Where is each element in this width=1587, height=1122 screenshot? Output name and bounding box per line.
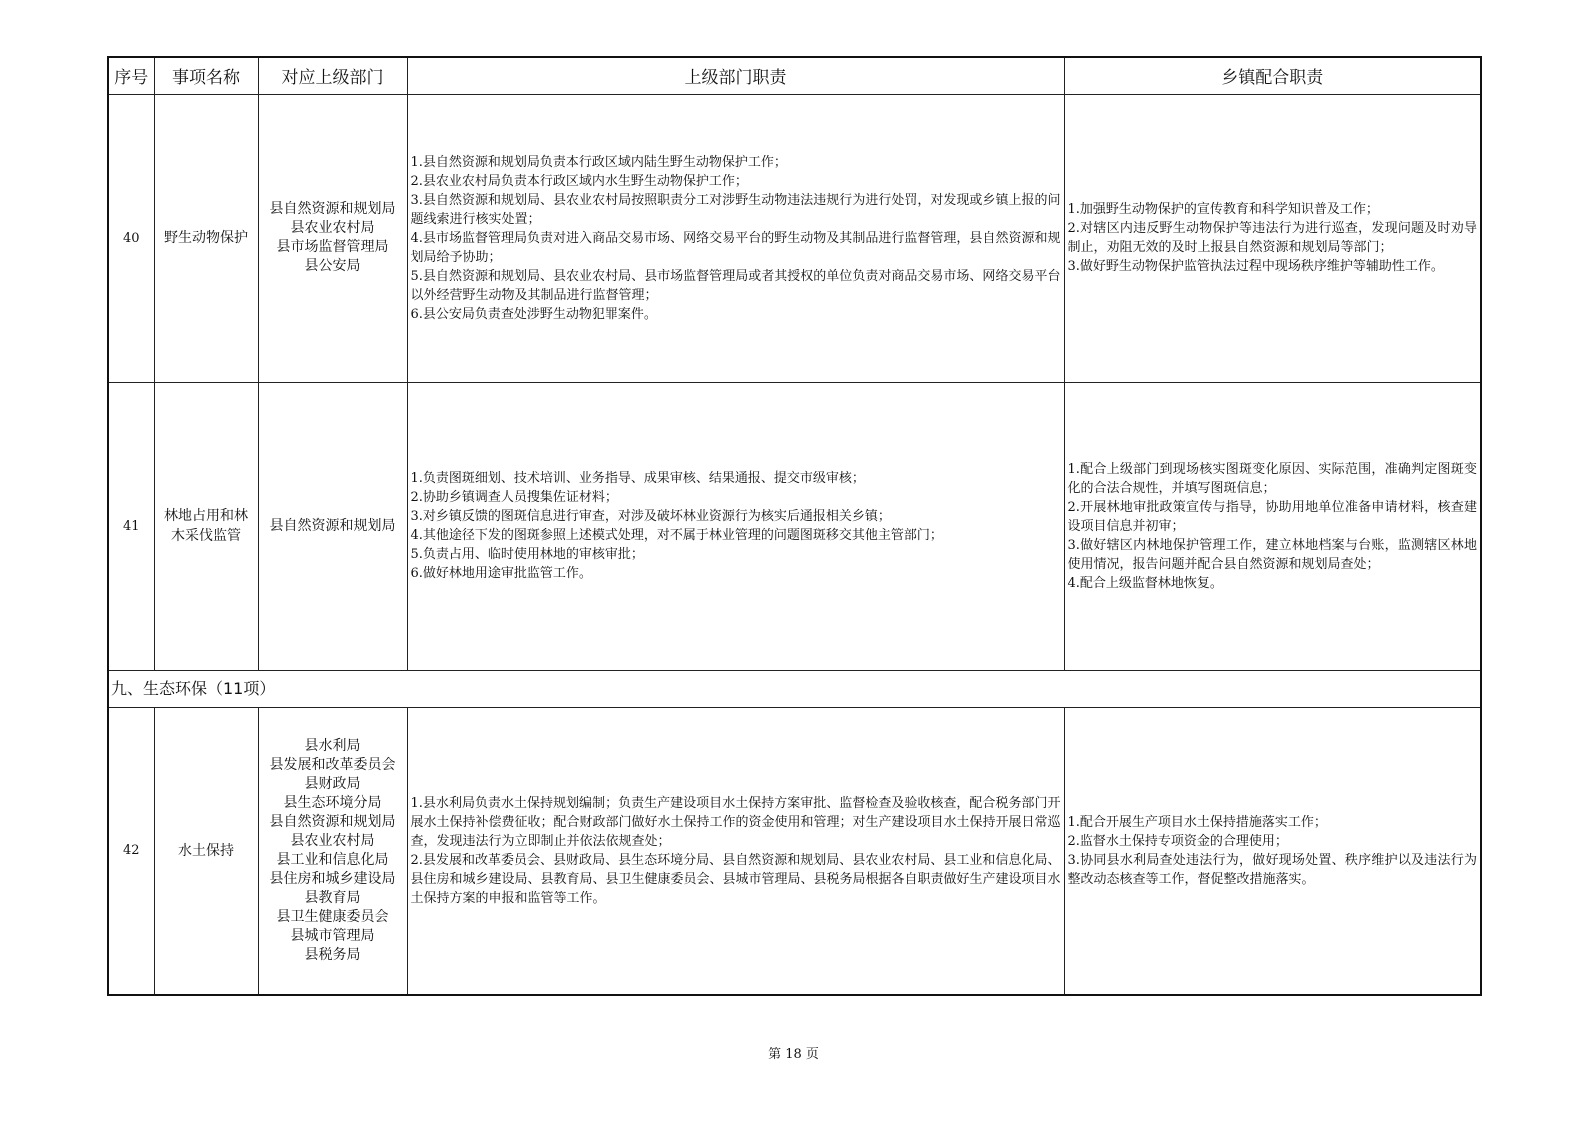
town-duty-cell bbox=[1064, 707, 1481, 995]
dept-item: 县工业和信息化局 bbox=[276, 851, 389, 868]
header-seq: 序号 bbox=[108, 57, 154, 94]
duty-item: 2.监督水土保持专项资金的合理使用； bbox=[1067, 833, 1288, 849]
duty-item: 2.协助乡镇调查人员搜集佐证材料； bbox=[410, 490, 618, 505]
header-upper-dept: 对应上级部门 bbox=[258, 57, 407, 94]
dept-list bbox=[258, 382, 407, 670]
dept-item: 县教育局 bbox=[304, 889, 361, 906]
duty-item: 3.做好野生动物保护监管执法过程中现场秩序维护等辅助性工作。 bbox=[1067, 259, 1444, 274]
page-number: 第 18 页 bbox=[768, 1047, 819, 1062]
dept-item: 县自然资源和规划局 bbox=[269, 813, 396, 830]
responsibility-table bbox=[107, 56, 1482, 996]
duty-item: 2.县农业农村局负责本行政区域内水生野生动物保护工作； bbox=[410, 173, 748, 189]
item-name: 林地占用和林木采伐监管 bbox=[154, 382, 258, 670]
upper-duty-cell bbox=[407, 94, 1064, 382]
dept-list bbox=[258, 707, 407, 995]
duty-item: 4.县市场监督管理局负责对进入商品交易市场、网络交易平台的野生动物及其制品进行监督管理，县自然资源和规划局给予协助； bbox=[410, 230, 1061, 265]
table-row bbox=[108, 707, 1481, 995]
dept-item: 县市场监督管理局 bbox=[276, 239, 389, 255]
dept-item: 县水利局 bbox=[304, 737, 361, 754]
duty-item: 4.其他途径下发的图斑参照上述模式处理，对不属于林业管理的问题图斑移交其他主管部门； bbox=[410, 528, 943, 543]
dept-list bbox=[258, 94, 407, 382]
duty-item: 5.县自然资源和规划局、县农业农村局、县市场监督管理局或者其授权的单位负责对商品交易市场、网络交易平台以外经营野生动物及其制品进行监督管理； bbox=[410, 268, 1061, 303]
duty-item: 3.做好辖区内林地保护管理工作，建立林地档案与台账，监测辖区林地使用情况，报告问题并配合县自然资源和规划局查处； bbox=[1067, 537, 1477, 572]
duty-item: 5.负责占用、临时使用林地的审核审批； bbox=[410, 547, 644, 562]
table-row bbox=[108, 382, 1481, 670]
town-duty-cell bbox=[1064, 94, 1481, 382]
section-row bbox=[108, 670, 1481, 707]
upper-duty-cell bbox=[407, 382, 1064, 670]
dept-item: 县财政局 bbox=[304, 775, 361, 792]
dept-item: 县住房和城乡建设局 bbox=[269, 870, 396, 887]
dept-item: 县公安局 bbox=[304, 258, 361, 274]
dept-item: 县农业农村局 bbox=[290, 220, 375, 236]
header-town-duty: 乡镇配合职责 bbox=[1064, 57, 1481, 94]
row-number: 41 bbox=[108, 382, 154, 670]
dept-item: 县农业农村局 bbox=[290, 832, 375, 849]
duty-item: 1.加强野生动物保护的宣传教育和科学知识普及工作； bbox=[1067, 202, 1379, 217]
duty-item: 3.协同县水利局查处违法行为，做好现场处置、秩序维护以及违法行为整改动态核查等工作，督促整改措施落实。 bbox=[1067, 852, 1477, 887]
section-title: 九、生态环保（11项） bbox=[108, 670, 1481, 707]
duty-item: 1.县水利局负责水土保持规划编制；负责生产建设项目水土保持方案审批、监督检查及验收核查，配合税务部门开展水土保持补偿费征收；配合财政部门做好水土保持工作的资金使用和管理；对生产建设项目水土保持开展日常巡查，发现违法行为立即制止并依法依规查处； bbox=[410, 795, 1061, 849]
dept-item: 县自然资源和规划局 bbox=[269, 517, 396, 534]
item-name: 野生动物保护 bbox=[154, 94, 258, 382]
duty-item: 1.县自然资源和规划局负责本行政区域内陆生野生动物保护工作； bbox=[410, 154, 787, 170]
header-upper-duty: 上级部门职责 bbox=[407, 57, 1064, 94]
row-number: 40 bbox=[108, 94, 154, 382]
duty-item: 3.对乡镇反馈的图斑信息进行审查，对涉及破坏林业资源行为核实后通报相关乡镇； bbox=[410, 509, 891, 524]
dept-item: 县城市管理局 bbox=[290, 927, 375, 944]
town-duty-cell bbox=[1064, 382, 1481, 670]
duty-item: 2.县发展和改革委员会、县财政局、县生态环境分局、县自然资源和规划局、县农业农村局、县工业和信息化局、县住房和城乡建设局、县教育局、县卫生健康委员会、县城市管理局、县税务局根据各自职责做好生产建设项目水土保持方案的申报和监管等工作。 bbox=[410, 852, 1061, 906]
dept-item: 县发展和改革委员会 bbox=[269, 756, 396, 773]
duty-item: 6.县公安局负责查处涉野生动物犯罪案件。 bbox=[410, 306, 657, 322]
table-row bbox=[108, 94, 1481, 382]
table-header-row bbox=[108, 57, 1481, 94]
dept-item: 县生态环境分局 bbox=[283, 794, 382, 811]
header-item-name: 事项名称 bbox=[154, 57, 258, 94]
duty-item: 1.配合上级部门到现场核实图斑变化原因、实际范围，准确判定图斑变化的合法合规性，并填写图斑信息； bbox=[1067, 461, 1477, 496]
duty-item: 1.负责图斑细划、技术培训、业务指导、成果审核、结果通报、提交市级审核； bbox=[410, 471, 865, 486]
dept-item: 县自然资源和规划局 bbox=[269, 201, 396, 217]
upper-duty-cell bbox=[407, 707, 1064, 995]
item-name: 水土保持 bbox=[154, 707, 258, 995]
duty-item: 6.做好林地用途审批监管工作。 bbox=[410, 566, 592, 581]
duty-item: 4.配合上级监督林地恢复。 bbox=[1067, 575, 1223, 591]
duty-item: 2.对辖区内违反野生动物保护等违法行为进行巡查，发现问题及时劝导制止，劝阻无效的及时上报县自然资源和规划局等部门； bbox=[1067, 221, 1477, 255]
dept-item: 县税务局 bbox=[304, 946, 361, 963]
duty-item: 2.开展林地审批政策宣传与指导，协助用地单位准备申请材料，核查建设项目信息并初审； bbox=[1067, 499, 1477, 534]
duty-item: 1.配合开展生产项目水土保持措施落实工作； bbox=[1067, 814, 1327, 830]
dept-item: 县卫生健康委员会 bbox=[276, 908, 389, 925]
row-number: 42 bbox=[108, 707, 154, 995]
duty-item: 3.县自然资源和规划局、县农业农村局按照职责分工对涉野生动物违法违规行为进行处罚，对发现或乡镇上报的问题线索进行核实处置； bbox=[410, 192, 1061, 227]
